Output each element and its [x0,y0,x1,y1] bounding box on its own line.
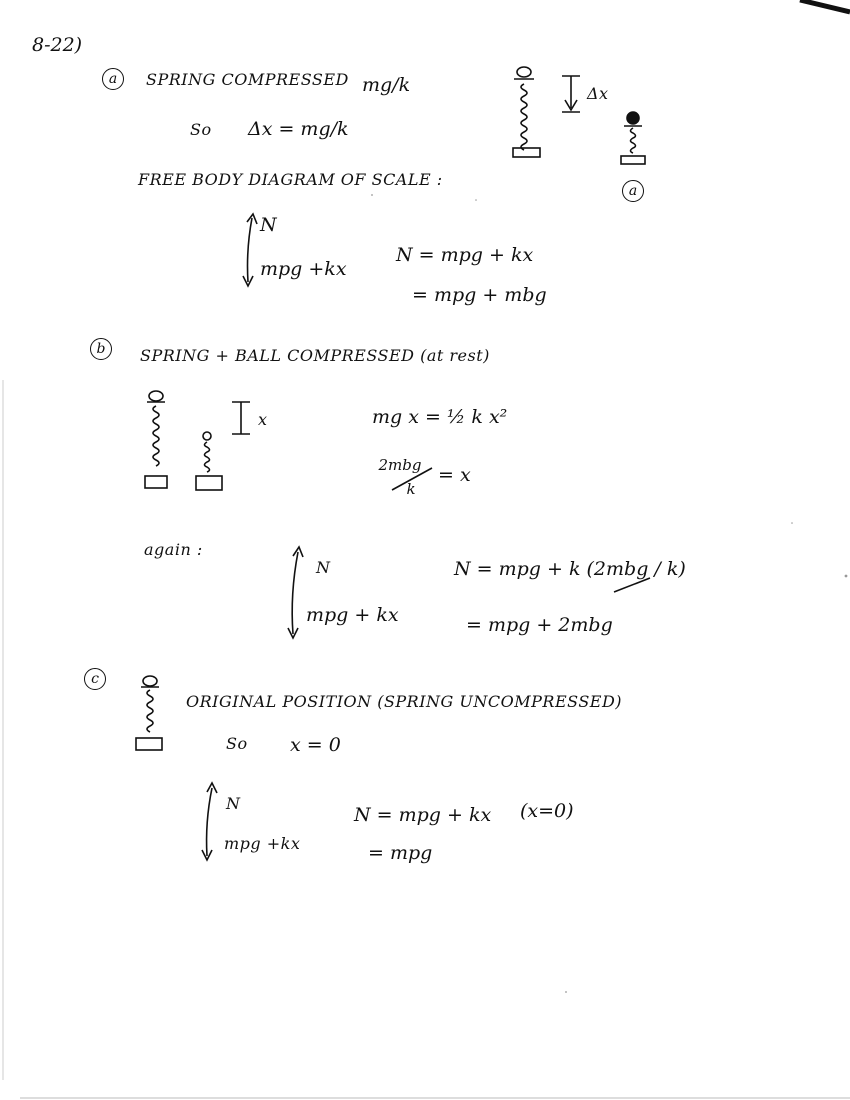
part-c-so: So [226,734,248,753]
part-c-eq2: = mpg [368,842,433,864]
part-b-fbd-up: N [316,558,331,577]
part-b-eq2-num: 2mbg [378,456,422,474]
part-b-heading: SPRING + BALL COMPRESSED (at rest) [140,346,490,365]
part-c-eq1: N = mpg + kx [354,804,492,826]
part-c-so-expr: x = 0 [290,734,341,756]
part-a-delta-label: Δx [587,84,609,103]
fbd-arrows-c [202,783,217,860]
fraction-slash-b2 [614,578,650,592]
part-b-eq1: mg x = ½ k x² [372,406,508,428]
part-b-fbd-down: mpg + kx [306,604,399,626]
spring-scale-figure-b2 [196,432,222,490]
part-a-eq2: = mpg + mbg [412,284,547,306]
spring-scale-figure-a2 [621,112,645,164]
part-a-heading: SPRING COMPRESSED [146,70,349,89]
part-c-eq1-note: (x=0) [520,800,574,822]
part-c-fbd-up: N [226,794,241,813]
part-a-figure-label: a [622,180,644,202]
fbd-arrows-a [243,214,257,286]
spring-scale-figure-c [136,676,162,750]
spring-scale-figure-b1 [145,391,167,488]
part-b-label: b [90,338,112,360]
part-b-x-label: x [258,410,268,429]
part-a-fbd-up: N [260,214,277,236]
part-c-heading: ORIGINAL POSITION (SPRING UNCOMPRESSED) [186,692,623,711]
part-a-heading-expr: mg/k [362,74,411,96]
spring-scale-figure-a1 [513,67,540,157]
x-bracket-b [232,402,250,434]
delta-x-arrow [562,76,580,112]
scan-speckles [371,194,847,993]
part-c-fbd-down: mpg +kx [224,834,301,853]
part-a-fbd-down: mpg +kx [260,258,347,280]
part-c-label: c [84,668,106,690]
part-a-so: So [190,120,212,139]
part-a-label: a [102,68,124,90]
part-b-eq2-den: k [406,480,416,498]
part-a-so-expr: Δx = mg/k [248,118,349,140]
part-b-again: again : [144,540,203,559]
part-b-eq3: N = mpg + k (2mbg / k) [454,558,686,580]
problem-number: 8-22) [32,34,83,56]
part-a-eq1: N = mpg + kx [396,244,534,266]
part-a-fbd-heading: FREE BODY DIAGRAM OF SCALE : [138,170,443,189]
fbd-arrows-b [288,547,303,638]
part-b-eq4: = mpg + 2mbg [466,614,613,636]
part-b-eq2-rhs: = x [438,464,471,486]
